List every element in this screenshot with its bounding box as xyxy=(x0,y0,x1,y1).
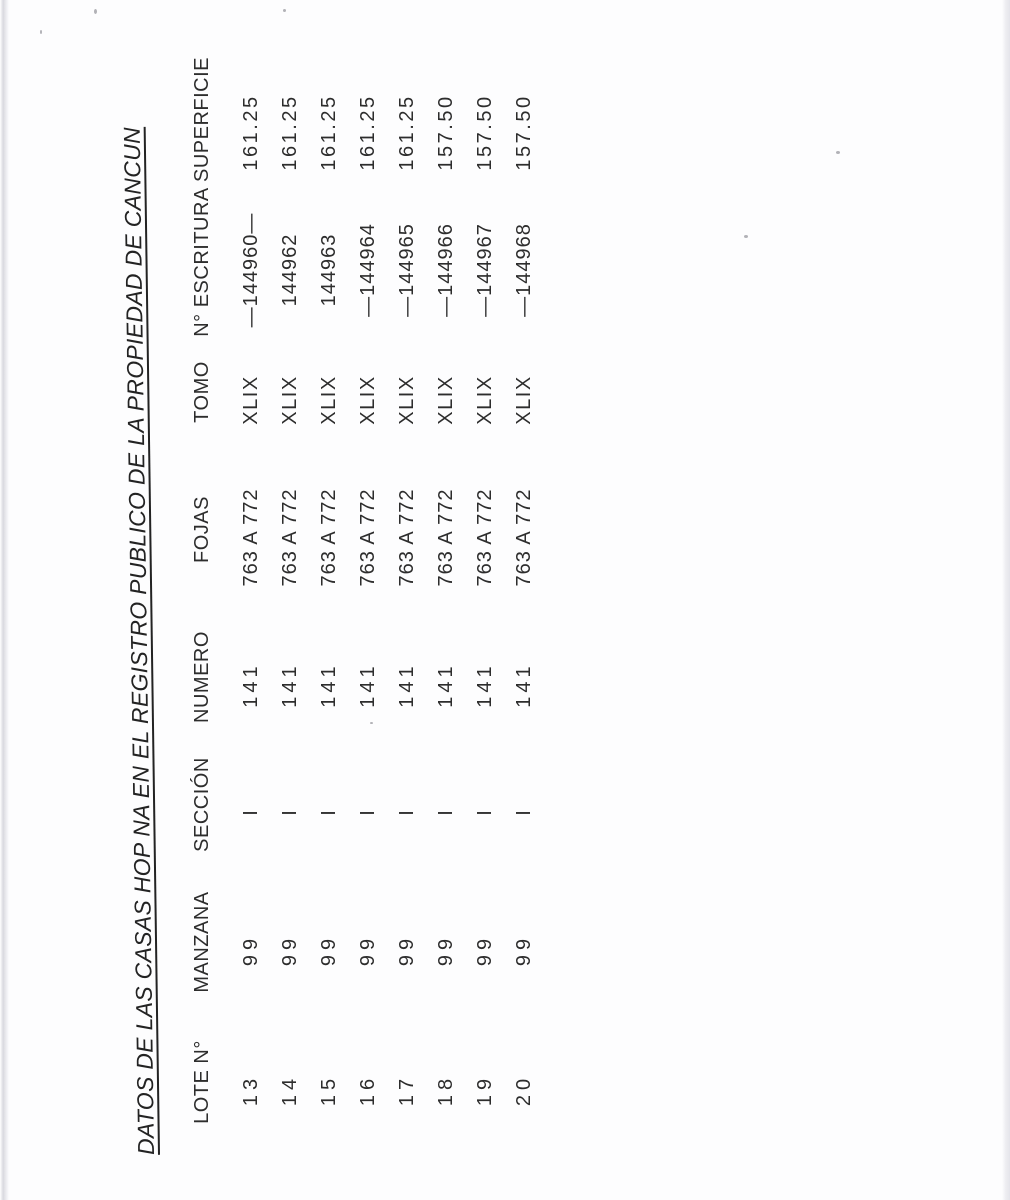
table-cell: XLIX xyxy=(513,375,535,425)
table-cell: 13 xyxy=(240,1073,262,1107)
document-title: DATOS DE LAS CASAS HOP NA EN EL REGISTRO PUBLICO DE LA PROPIEDAD DE CANCUN xyxy=(118,126,159,1156)
column-header: LOTE N° xyxy=(191,1040,213,1124)
table-cell: 157.50 xyxy=(474,94,496,171)
table-cell: 18 xyxy=(435,1073,457,1107)
table-cell: 161.25 xyxy=(240,94,262,171)
table-cell: XLIX xyxy=(396,375,418,425)
table-row xyxy=(280,75,301,1160)
table-cell: —144960— xyxy=(240,212,262,328)
table-cell: —144965 xyxy=(396,223,418,317)
table-cell: —144967 xyxy=(474,223,496,317)
table-cell: 161.25 xyxy=(279,94,301,171)
table-cell: XLIX xyxy=(318,375,340,425)
table-cell: 99 xyxy=(513,933,535,967)
table-cell: 19 xyxy=(474,1073,496,1107)
table-cell: 161.25 xyxy=(318,94,340,171)
table-cell: 141 xyxy=(396,662,418,708)
table-cell: XLIX xyxy=(240,375,262,425)
table-cell: 763 A 772 xyxy=(279,488,301,587)
table-cell: 141 xyxy=(318,662,340,708)
table-cell: 141 xyxy=(279,662,301,708)
table-row xyxy=(319,75,340,1160)
table-cell: —144964 xyxy=(357,223,379,317)
table-cell: I xyxy=(318,809,340,816)
table-cell: 157.50 xyxy=(513,94,535,171)
table-cell: 141 xyxy=(435,662,457,708)
table-row xyxy=(514,75,535,1160)
table-cell: 763 A 772 xyxy=(396,488,418,587)
table-cell: 763 A 772 xyxy=(240,488,262,587)
table-cell: 141 xyxy=(357,662,379,708)
table-cell: 161.25 xyxy=(357,94,379,171)
table-cell: 15 xyxy=(318,1073,340,1107)
table-row xyxy=(475,75,496,1160)
table-cell: 16 xyxy=(357,1073,379,1107)
table-cell: 99 xyxy=(474,933,496,967)
table-row xyxy=(436,75,457,1160)
table-row xyxy=(397,75,418,1160)
table-cell: 99 xyxy=(240,933,262,967)
table-cell: 17 xyxy=(396,1073,418,1107)
table-cell: 141 xyxy=(240,662,262,708)
column-header: N° ESCRITURA xyxy=(191,187,213,337)
column-header: FOJAS xyxy=(191,496,213,563)
table-cell: 99 xyxy=(318,933,340,967)
table-cell: —144968 xyxy=(513,223,535,317)
table-cell: 763 A 772 xyxy=(513,488,535,587)
table-cell: I xyxy=(435,809,457,816)
column-header: TOMO xyxy=(191,361,213,423)
table-cell: 763 A 772 xyxy=(474,488,496,587)
column-header: NUMERO xyxy=(191,631,213,723)
table-cell: XLIX xyxy=(279,375,301,425)
table-cell: 144963 xyxy=(318,233,340,307)
table-header-row xyxy=(191,56,213,1152)
column-header: MANZANA xyxy=(191,891,213,993)
table-cell: I xyxy=(513,809,535,816)
column-header: SUPERFICIE xyxy=(191,56,213,182)
table-cell: 14 xyxy=(279,1073,301,1107)
table-cell: 763 A 772 xyxy=(318,488,340,587)
table-cell: XLIX xyxy=(474,375,496,425)
table-cell: 141 xyxy=(513,662,535,708)
table-cell: 20 xyxy=(513,1073,535,1107)
table-cell: I xyxy=(240,809,262,816)
table-cell: 99 xyxy=(435,933,457,967)
table-cell: I xyxy=(279,809,301,816)
table-row xyxy=(358,75,379,1160)
table-cell: I xyxy=(396,809,418,816)
column-header: SECCIÓN xyxy=(191,757,213,852)
table-cell: 99 xyxy=(357,933,379,967)
table-cell: 99 xyxy=(279,933,301,967)
table-row xyxy=(241,75,262,1160)
table-cell: 157.50 xyxy=(435,94,457,171)
table-cell: 763 A 772 xyxy=(357,488,379,587)
table-cell: —144966 xyxy=(435,223,457,317)
table-cell: 763 A 772 xyxy=(435,488,457,587)
table-cell: XLIX xyxy=(357,375,379,425)
table-cell: 144962 xyxy=(279,233,301,307)
table-cell: XLIX xyxy=(435,375,457,425)
table-cell: 141 xyxy=(474,662,496,708)
table-cell: 99 xyxy=(396,933,418,967)
table-cell: I xyxy=(474,809,496,816)
table-cell: 161.25 xyxy=(396,94,418,171)
table-cell: I xyxy=(357,809,379,816)
